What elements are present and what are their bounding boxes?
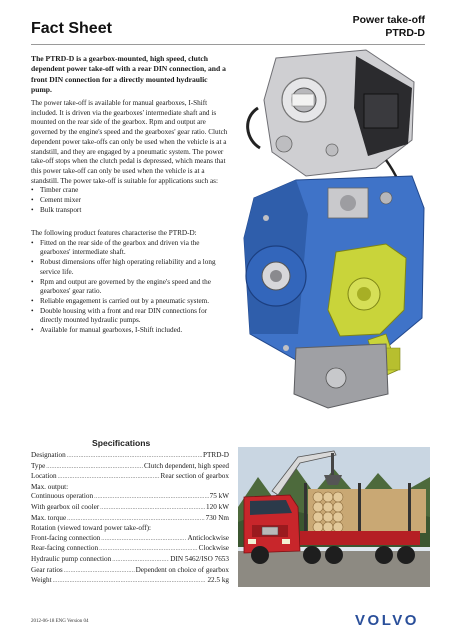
list-item: • Fitted on the rear side of the gearbox and driven via the gearboxes' intermediate shaft.: [31, 239, 229, 258]
gearbox-lower: [294, 344, 388, 408]
leader-dots: [94, 492, 209, 503]
spec-label: Type: [31, 461, 46, 470]
spec-value: Anticlockwise: [187, 533, 229, 542]
description-paragraph: The power take-off is available for manual gearboxes, I-Shift included. It is driven via the gearboxes' intermediate shaft and is mounted on the rear side of the gearbox. Rpm and output are governed by the engine's speed and the gearboxes' gear ratio. Clutch dependent power take-offs can only be used when the vehicle is at a standstill, and they are engaged by a pneumatic system. The power take-off stops when the clutch pedal is depressed, which means that this power take-off can only be used when the vehicle is at a standstill. The power take-off is suitable for applications such as:: [31, 99, 228, 185]
features-list: [31, 239, 229, 336]
spec-row-designation: [31, 451, 229, 462]
list-item: • Available for manual gearboxes, I-Shift included.: [31, 326, 229, 336]
spec-value: Clockwise: [198, 544, 229, 553]
leader-dots: [58, 472, 160, 483]
spec-row-rear: [31, 544, 229, 555]
leader-dots: [67, 451, 202, 462]
spec-label: Front-facing connection: [31, 533, 101, 542]
spec-label: Location: [31, 472, 57, 481]
log-stack: [304, 483, 426, 537]
list-item: • Bulk transport: [31, 206, 229, 216]
leader-dots: [46, 462, 143, 473]
list-item: • Rpm and output are governed by the engine's speed and the gearboxes' gear ratio.: [31, 278, 229, 297]
brand-wordmark: VOLVO: [355, 611, 419, 629]
list-item: • Timber crane: [31, 186, 229, 196]
spec-value: 730 Nm: [205, 513, 229, 522]
product-name: [353, 14, 425, 40]
spec-row-front: [31, 534, 229, 545]
spec-row-type: [31, 462, 229, 473]
applications-list: [31, 186, 229, 215]
spec-label: Max. torque: [31, 513, 67, 522]
spec-row-weight: [31, 576, 229, 587]
spec-value: 120 kW: [206, 502, 229, 511]
specifications-table: [31, 451, 229, 587]
page-title: Fact Sheet: [31, 20, 112, 37]
spec-label: With gearbox oil cooler: [31, 502, 100, 511]
spec-row-gear: [31, 566, 229, 577]
spec-label: Gear ratios: [31, 565, 63, 574]
spec-row-torque: [31, 514, 229, 525]
spec-label: Rear-facing connection: [31, 544, 99, 553]
specifications-heading: Specifications: [92, 438, 151, 448]
list-item: • Reliable engagement is carried out by a pneumatic system.: [31, 297, 229, 307]
leader-dots: [67, 514, 205, 525]
spec-label: Continuous operation: [31, 492, 94, 501]
spec-value: Rear section of gearbox: [160, 472, 229, 481]
leader-dots: [64, 566, 135, 577]
description-section: [31, 99, 229, 215]
spec-rotation-label: Rotation (viewed toward power take-off):: [31, 524, 152, 533]
spec-value: Dependent on choice of gearbox: [135, 565, 229, 574]
leader-dots: [112, 555, 169, 566]
version-footer: 2012-06-18 ENG Version 04: [31, 619, 89, 624]
product-line: Power take-off: [352, 14, 425, 26]
spec-row-continuous: [31, 492, 229, 503]
header-rule: [31, 44, 425, 45]
spec-row-oil-cooler: [31, 503, 229, 514]
leader-dots: [100, 503, 205, 514]
features-section: [31, 229, 229, 336]
spec-label: Designation: [31, 451, 66, 459]
list-item: • Robust dimensions offer high operating reliability and a long service life.: [31, 258, 229, 277]
leader-dots: [99, 544, 198, 555]
spec-row-pump: [31, 555, 229, 566]
timber-truck-photo: [238, 447, 430, 587]
product-code: PTRD-D: [385, 27, 425, 39]
leader-dots: [101, 534, 186, 545]
features-intro: The following product features characterise the PTRD-D:: [31, 229, 197, 237]
spec-label: Weight: [31, 576, 52, 585]
spec-row-location: [31, 472, 229, 483]
spec-value: 75 kW: [209, 492, 229, 501]
spec-value: 22.5 kg: [207, 576, 229, 585]
list-item: • Cement mixer: [31, 196, 229, 206]
pto-gearbox-image: [236, 48, 430, 414]
leader-dots: [53, 576, 207, 587]
spec-max-output-label: Max. output:: [31, 482, 69, 491]
list-item: • Double housing with a front and rear DIN connections for directly mounted hydraulic pumps.: [31, 307, 229, 326]
spec-label: Hydraulic pump connection: [31, 554, 112, 563]
volvo-logo: [349, 612, 425, 628]
intro-paragraph: The PTRD-D is a gearbox-mounted, high speed, clutch dependent power take-off with a rear DIN connection, and a front DIN connection for a directly mounted hydraulic pump.: [31, 54, 226, 95]
spec-value: PTRD-D: [203, 451, 229, 459]
spec-value: Clutch dependent, high speed: [143, 461, 229, 470]
spec-value: DIN 5462/ISO 7653: [170, 554, 229, 563]
